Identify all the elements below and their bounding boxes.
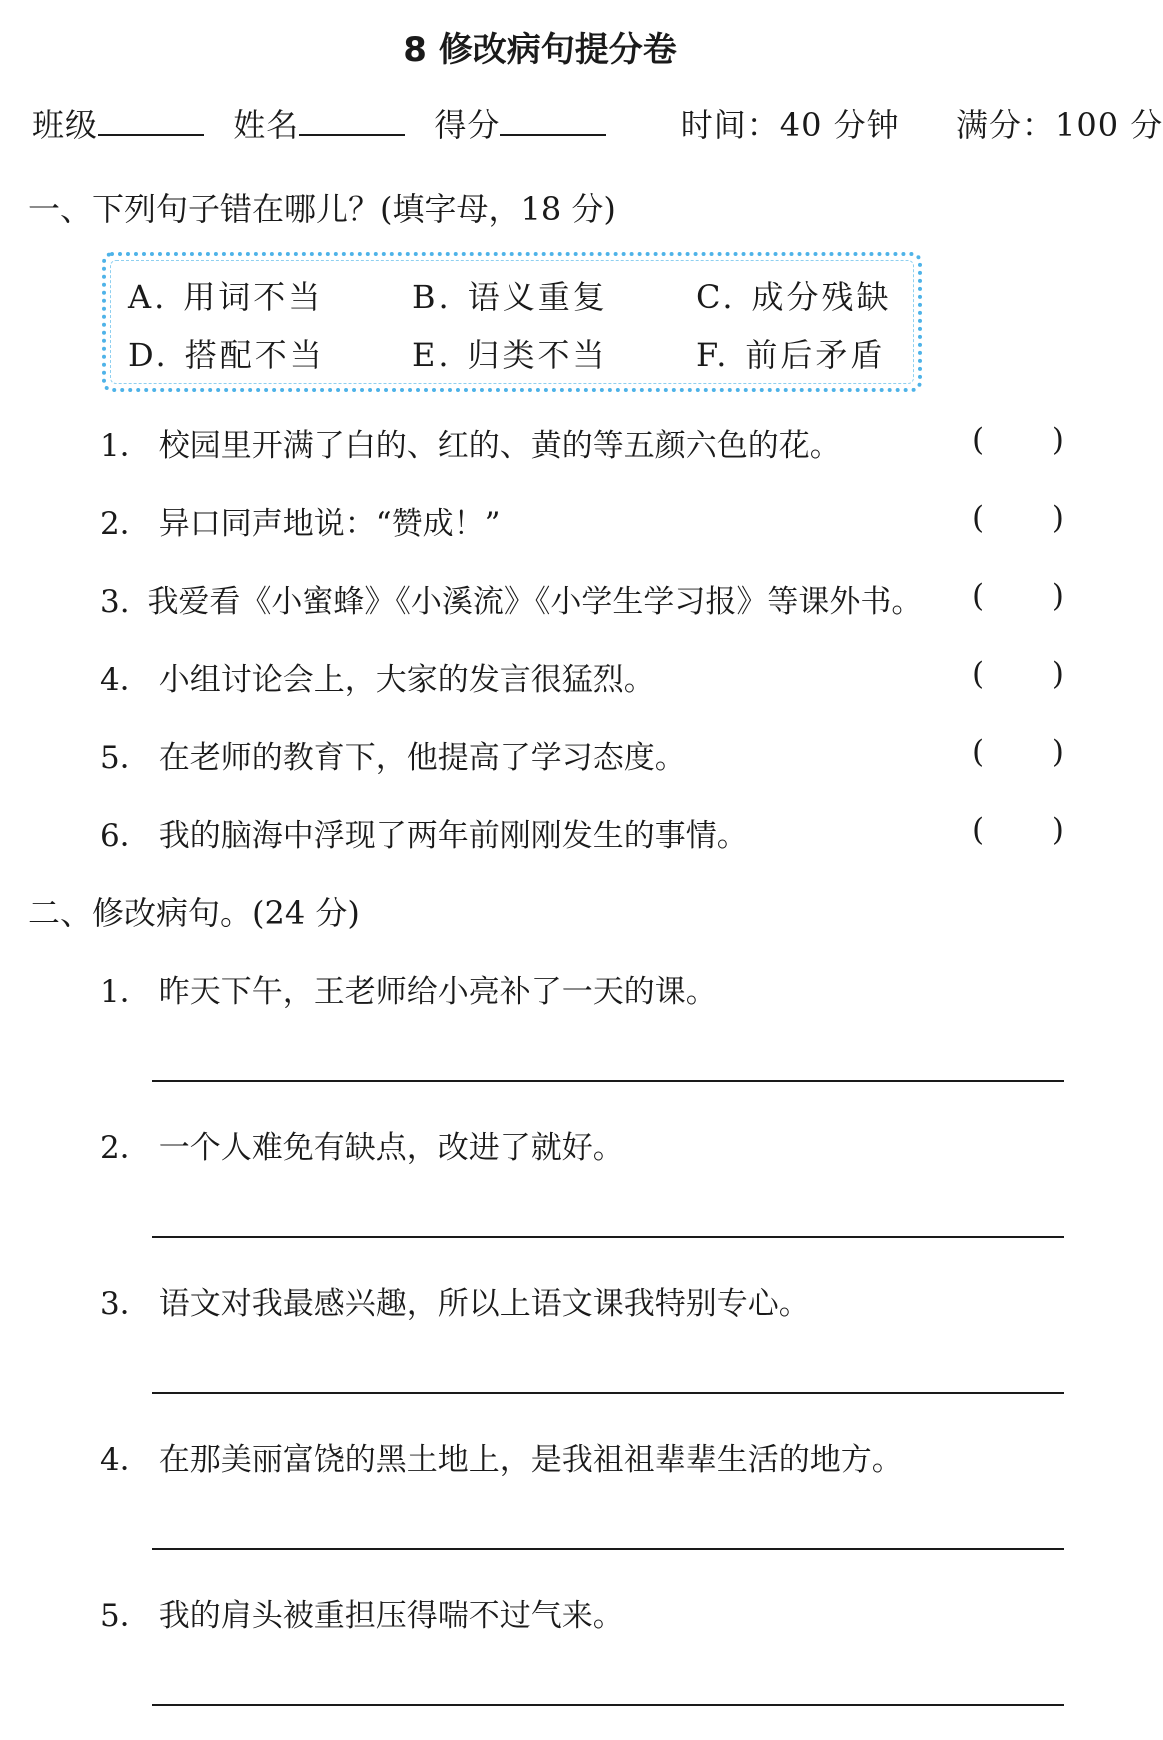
score-blank[interactable] [500, 106, 606, 136]
choice-b: B. 语义重复 [412, 278, 608, 316]
class-blank[interactable] [98, 106, 204, 136]
s1-question-5: 5． 在老师的教育下，他提高了学习态度。 [100, 740, 686, 776]
s1-answer-4[interactable]: ( ) [972, 656, 1064, 692]
s1-question-3: 3. 我爱看《小蜜蜂》《小溪流》《小学生学习报》等课外书。 [100, 584, 923, 620]
time-label: 时间：40 分钟 [680, 106, 900, 144]
s1-question-1: 1． 校园里开满了白的、红的、黄的等五颜六色的花。 [100, 428, 841, 464]
score-label: 得分 [434, 106, 501, 144]
student-info-row [32, 100, 1163, 146]
s2-answer-line-4[interactable] [152, 1548, 1064, 1550]
choice-f: F. 前后矛盾 [696, 336, 886, 374]
s2-question-5: 5． 我的肩头被重担压得喘不过气来。 [100, 1598, 624, 1634]
s1-question-2: 2． 异口同声地说：“赞成！” [100, 506, 501, 542]
name-label: 姓名 [233, 106, 300, 144]
s2-question-1: 1． 昨天下午，王老师给小亮补了一天的课。 [100, 974, 717, 1010]
choice-a: A. 用词不当 [128, 278, 324, 316]
s1-question-4: 4． 小组讨论会上，大家的发言很猛烈。 [100, 662, 655, 698]
choice-e: E. 归类不当 [412, 336, 608, 374]
s1-answer-5[interactable]: ( ) [972, 734, 1064, 770]
s2-question-4: 4． 在那美丽富饶的黑土地上，是我祖祖辈辈生活的地方。 [100, 1442, 903, 1478]
s1-question-6: 6． 我的脑海中浮现了两年前刚刚发生的事情。 [100, 818, 748, 854]
name-blank[interactable] [299, 106, 405, 136]
class-label: 班级 [32, 106, 99, 144]
section1-heading: 一、下列句子错在哪儿？(填字母，18 分) [28, 190, 616, 228]
s2-answer-line-1[interactable] [152, 1080, 1064, 1082]
s1-answer-6[interactable]: ( ) [972, 812, 1064, 848]
full-score-label: 满分：100 分 [955, 106, 1163, 144]
choice-c: C. 成分残缺 [696, 278, 892, 316]
s2-answer-line-2[interactable] [152, 1236, 1064, 1238]
s1-answer-3[interactable]: ( ) [972, 578, 1064, 614]
choice-d: D. 搭配不当 [128, 336, 325, 374]
section2-heading: 二、修改病句。(24 分) [28, 894, 360, 932]
s2-answer-line-3[interactable] [152, 1392, 1064, 1394]
s2-question-3: 3． 语文对我最感兴趣，所以上语文课我特别专心。 [100, 1286, 810, 1322]
s2-answer-line-5[interactable] [152, 1704, 1064, 1706]
s2-question-2: 2． 一个人难免有缺点，改进了就好。 [100, 1130, 624, 1166]
page-title: 8 修改病句提分卷 [403, 30, 677, 70]
s1-answer-2[interactable]: ( ) [972, 500, 1064, 536]
s1-answer-1[interactable]: ( ) [972, 422, 1064, 458]
